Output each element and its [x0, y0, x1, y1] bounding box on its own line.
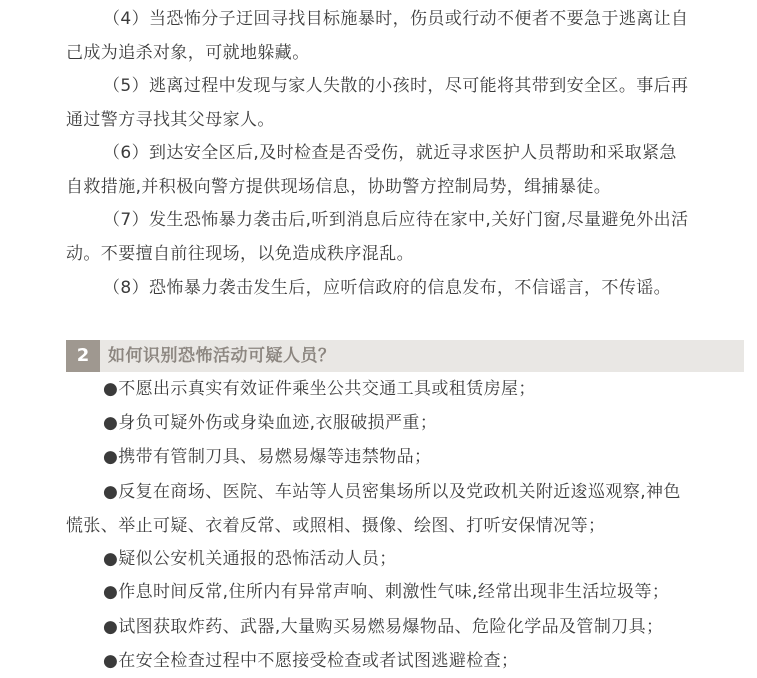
bullet-item	[0, 575, 757, 609]
bullet-icon: ●	[103, 413, 119, 433]
bullet-icon: ●	[103, 447, 119, 467]
paragraph-5	[0, 69, 757, 137]
bullet-item	[0, 440, 757, 474]
bullet-icon: ●	[103, 549, 119, 569]
section-title: 如何识别恐怖活动可疑人员？	[108, 346, 336, 366]
bullet-text: 身负可疑外伤或身染血迹,衣服破损严重；	[118, 413, 438, 433]
section-number: 2	[66, 340, 100, 372]
bullet-text: 携带有管制刀具、易燃易爆等违禁物品；	[118, 447, 432, 467]
bullet-item	[0, 475, 757, 543]
paragraph-7	[0, 203, 757, 271]
paragraph-4	[0, 2, 757, 70]
bullet-item	[0, 644, 757, 678]
bullet-icon: ●	[103, 651, 119, 671]
paragraph-8	[0, 271, 757, 305]
paragraph-line: （8）恐怖暴力袭击发生后，应听信政府的信息发布，不信谣言，不传谣。	[103, 278, 672, 298]
bullet-text-continued: 慌张、举止可疑、衣着反常、或照相、摄像、绘图、打听安保情况等；	[66, 516, 606, 536]
bullet-text: 在安全检查过程中不愿接受检查或者试图逃避检查；	[118, 651, 519, 671]
bullet-text: 试图获取炸药、武器,大量购买易燃易爆物品、危险化学品及管制刀具；	[118, 617, 664, 637]
bullet-text: 作息时间反常,住所内有异常声响、刺激性气味,经常出现非生活垃圾等；	[118, 582, 670, 602]
bullet-text: 反复在商场、医院、车站等人员密集场所以及党政机关附近逡巡观察,神色	[118, 482, 681, 502]
bullet-item	[0, 372, 757, 406]
paragraph-6	[0, 136, 757, 204]
bullet-icon: ●	[103, 582, 119, 602]
bullet-text: 不愿出示真实有效证件乘坐公共交通工具或租赁房屋；	[118, 379, 536, 399]
paragraph-line: （4）当恐怖分子迂回寻找目标施暴时，伤员或行动不便者不要急于逃离让自	[103, 9, 689, 29]
bullet-text: 疑似公安机关通报的恐怖活动人员；	[118, 549, 397, 569]
bullet-item	[0, 610, 757, 644]
section-header	[66, 340, 744, 372]
paragraph-line: 己成为追杀对象，可就地躲藏。	[66, 43, 310, 63]
bullet-item	[0, 406, 757, 440]
bullet-item	[0, 542, 757, 576]
bullet-icon: ●	[103, 379, 119, 399]
bullet-icon: ●	[103, 482, 119, 502]
paragraph-line: （6）到达安全区后,及时检查是否受伤，就近寻求医护人员帮助和采取紧急	[103, 143, 677, 163]
paragraph-line: 通过警方寻找其父母家人。	[66, 110, 275, 130]
bullet-icon: ●	[103, 617, 119, 637]
paragraph-line: （7）发生恐怖暴力袭击后,听到消息后应待在家中,关好门窗,尽量避免外出活	[103, 210, 689, 230]
paragraph-line: 自救措施,并积极向警方提供现场信息，协助警方控制局势，缉捕暴徒。	[66, 177, 612, 197]
paragraph-line: 动。不要擅自前往现场，以免造成秩序混乱。	[66, 244, 414, 264]
paragraph-line: （5）逃离过程中发现与家人失散的小孩时，尽可能将其带到安全区。事后再	[103, 76, 689, 96]
